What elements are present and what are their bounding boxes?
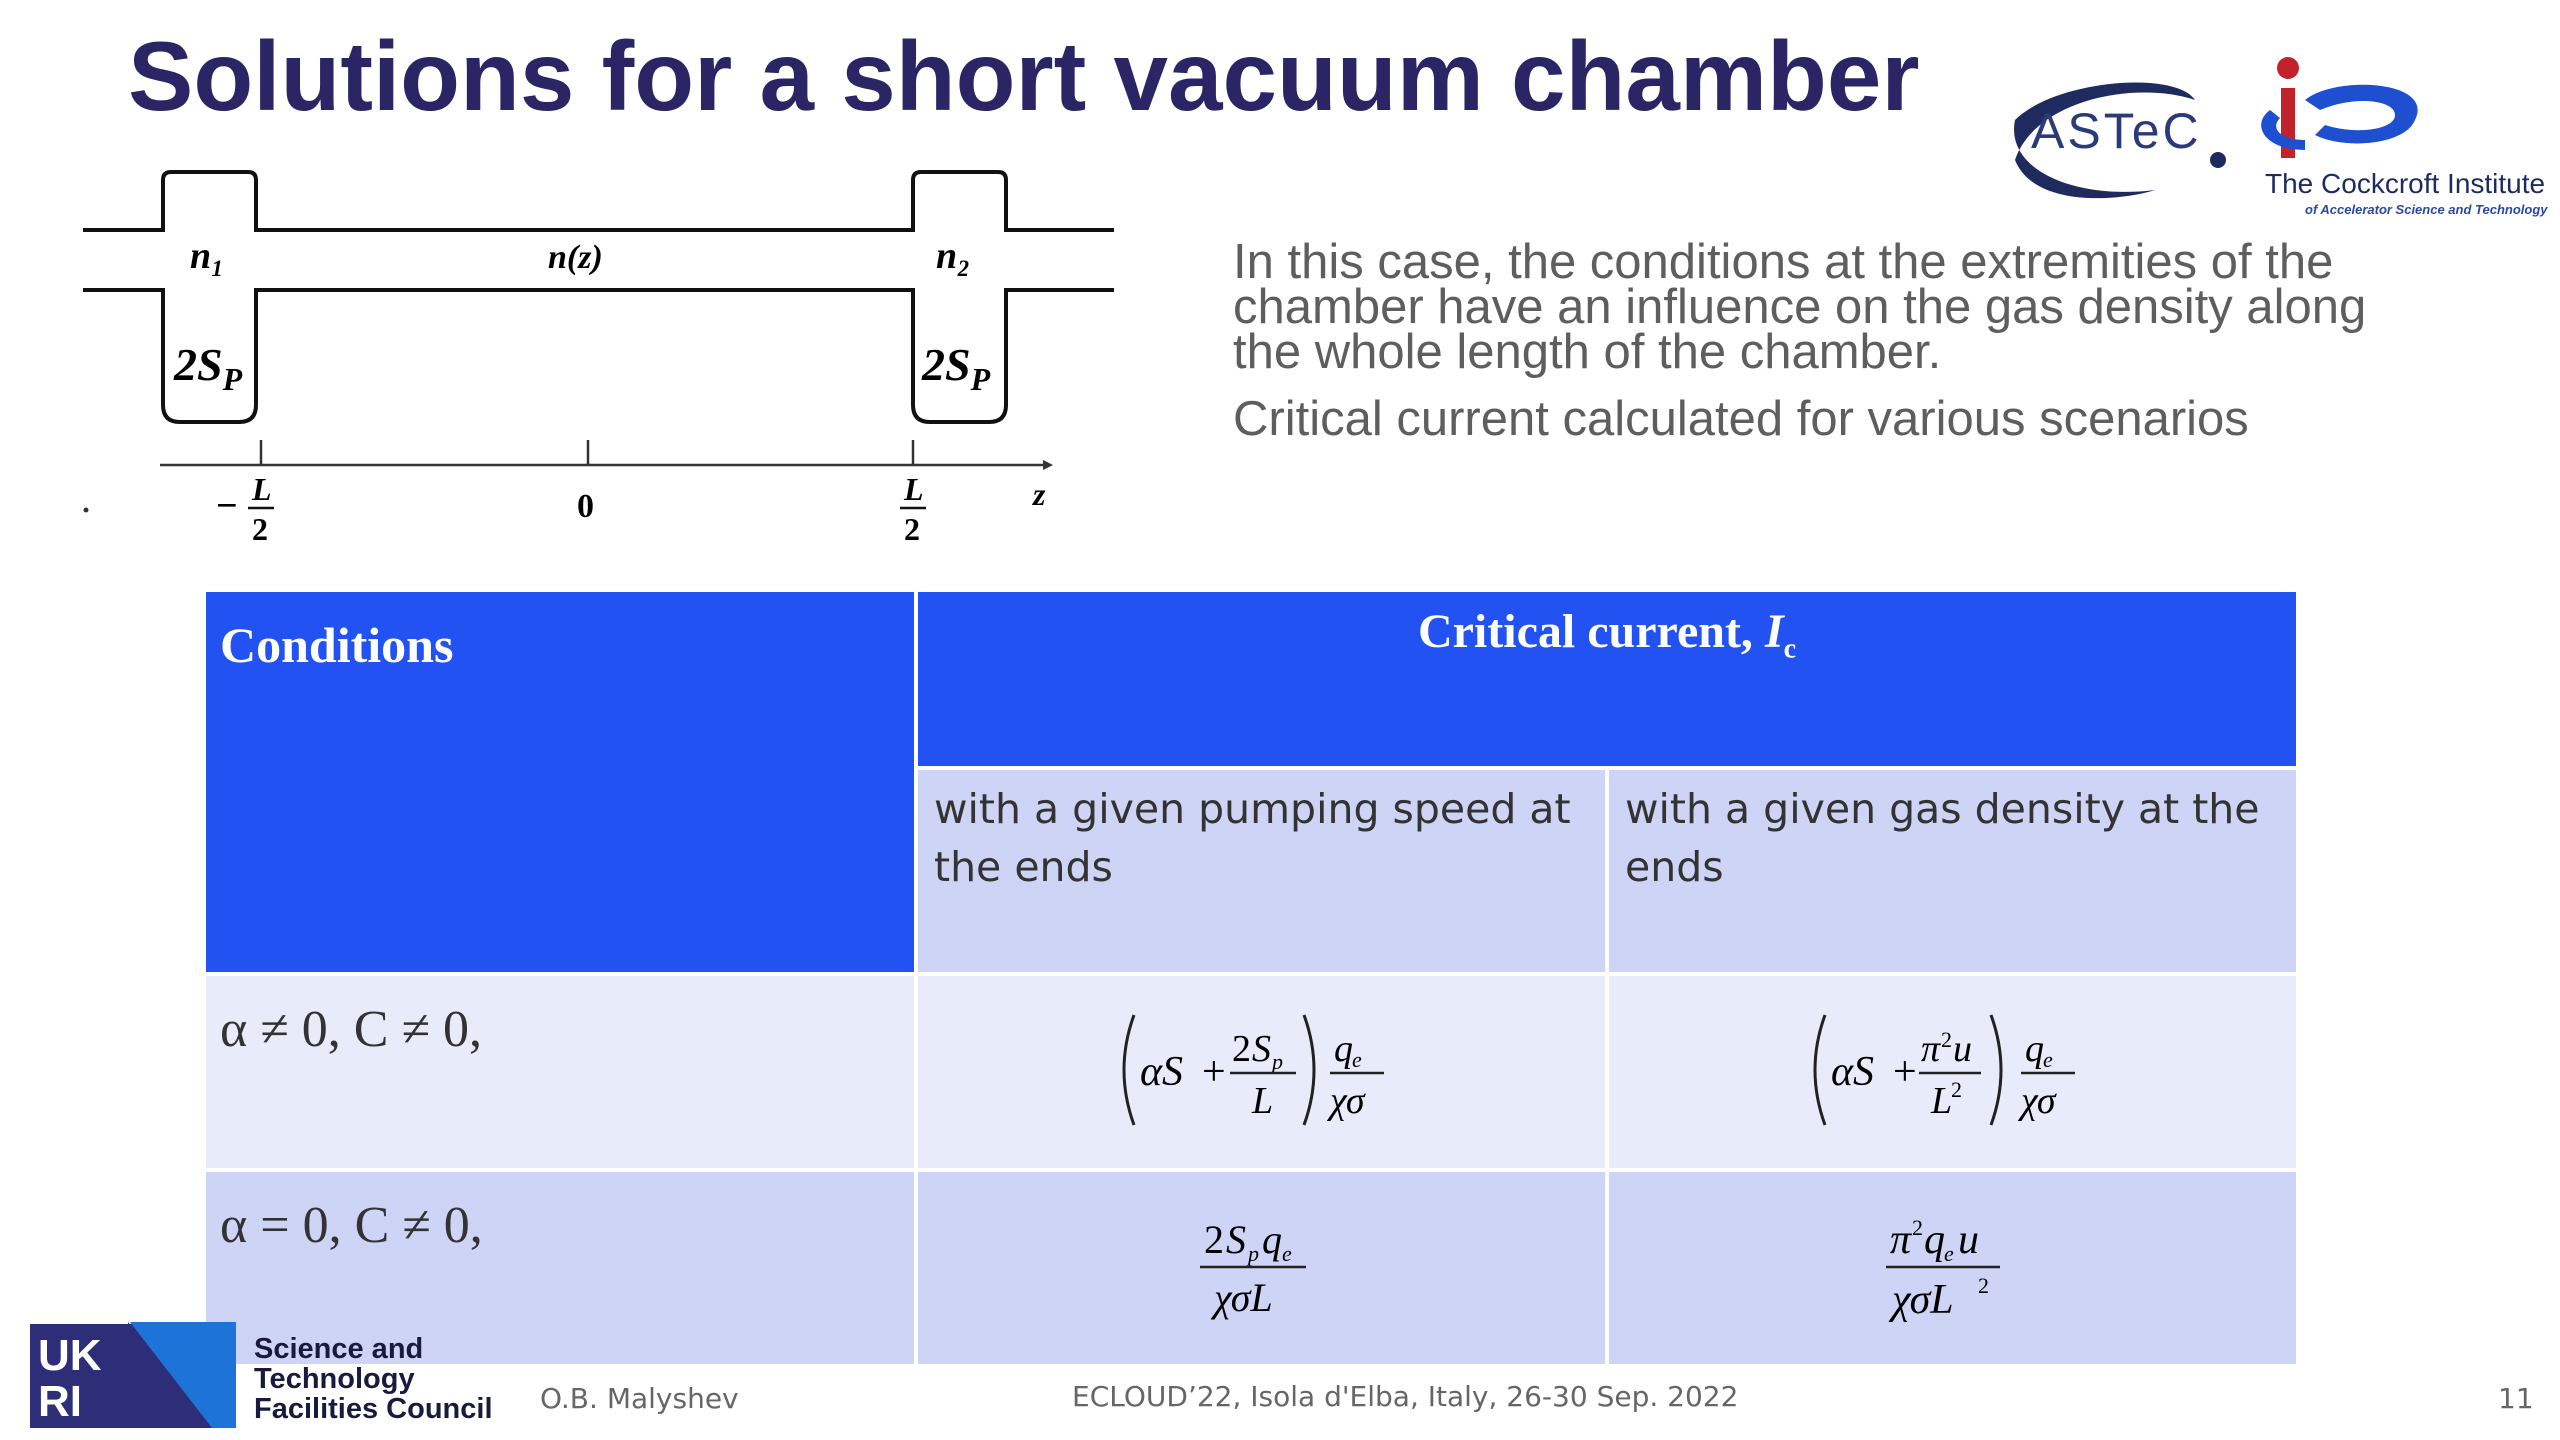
svg-text:2: 2: [1977, 1272, 1989, 1298]
header-conditions: Conditions: [204, 590, 916, 974]
tick-right-num: L: [904, 471, 924, 507]
svg-text:RI: RI: [38, 1377, 82, 1426]
axis-z-label: z: [1033, 476, 1046, 512]
critical-current-table: [202, 588, 2300, 1368]
svg-text:2: 2: [1940, 1026, 1952, 1052]
tick-zero: 0: [577, 488, 594, 525]
formula-cell-pumping-2: [916, 1170, 1607, 1366]
stray-dot: [84, 508, 89, 513]
svg-text:αS: αS: [1139, 1048, 1183, 1095]
svg-text:αS: αS: [1830, 1048, 1874, 1095]
svg-text:UK: UK: [38, 1331, 102, 1380]
svg-text:π: π: [1920, 1027, 1940, 1070]
footer-event: ECLOUD’22, Isola d'Elba, Italy, 26-30 Sep. 2022: [1072, 1380, 1739, 1413]
n2-label: n₂: [936, 235, 971, 277]
svg-text:+: +: [1892, 1048, 1917, 1095]
subheader-gas-density: with a given gas density at the ends: [1607, 768, 2298, 974]
condition-cell: α = 0, C ≠ 0,: [204, 1170, 916, 1366]
svg-text:χσ: χσ: [1329, 1079, 1365, 1122]
svg-text:2: 2: [1203, 1216, 1224, 1262]
cockcroft-logo-icon: [2255, 50, 2455, 170]
svg-text:e: e: [1943, 1240, 1954, 1266]
pump-left-label: $2S_P$: [174, 339, 243, 397]
svg-text:e: e: [1351, 1046, 1362, 1072]
formula-alpha-s-pi2u: [1803, 1005, 2103, 1135]
z-axis: [160, 440, 1043, 465]
svg-text:χσL: χσL: [1213, 1274, 1273, 1320]
axis-arrow-icon: [1043, 460, 1053, 470]
condition-cell: α ≠ 0, C ≠ 0,: [204, 974, 916, 1170]
footer-author: O.B. Malyshev: [540, 1382, 739, 1415]
footer-organisation: Science and Technology Facilities Council: [254, 1333, 493, 1425]
svg-text:u: u: [1952, 1027, 1972, 1070]
nz-label: n(z): [548, 239, 603, 276]
astec-logo-text: ASTeC: [2031, 103, 2202, 159]
svg-text:q: q: [2024, 1027, 2044, 1070]
svg-text:p: p: [1247, 1240, 1259, 1266]
svg-text:q: q: [1261, 1216, 1282, 1262]
tick-left-den: 2: [252, 511, 268, 547]
svg-text:2: 2: [1231, 1027, 1251, 1070]
svg-text:L: L: [1930, 1079, 1952, 1122]
tick-minus-sign: −: [216, 485, 238, 527]
svg-text:π: π: [1889, 1216, 1911, 1263]
svg-text:u: u: [1957, 1216, 1979, 1263]
formula-pi2-qe-u: [1878, 1201, 2028, 1331]
formula-cell-density-2: [1607, 1170, 2298, 1366]
svg-text:L: L: [1251, 1079, 1273, 1122]
pump-right-label: $2S_P$: [922, 339, 991, 397]
description-paragraph-2: Critical current calculated for various scenarios: [1233, 392, 2249, 446]
svg-text:q: q: [1333, 1027, 1353, 1070]
svg-text:S: S: [1225, 1216, 1246, 1262]
partner-logos: [1975, 50, 2550, 230]
formula-cell-pumping-1: [916, 974, 1607, 1170]
svg-text:χσ: χσ: [2020, 1079, 2056, 1122]
svg-text:q: q: [1923, 1216, 1945, 1263]
ukri-logo-icon: [30, 1322, 240, 1430]
svg-text:2: 2: [1911, 1214, 1923, 1240]
cockcroft-logo-subtext: of Accelerator Science and Technology: [2305, 202, 2548, 217]
description: [1233, 235, 2433, 446]
header-critical-current: Critical current, $I_c$: [916, 590, 2298, 768]
svg-text:p: p: [1271, 1048, 1283, 1074]
formula-2sp-qe: [1192, 1201, 1332, 1331]
tick-left-num: L: [252, 471, 272, 507]
tick-right-den: 2: [904, 511, 920, 547]
table-row: [204, 974, 2298, 1170]
svg-text:S: S: [1251, 1027, 1271, 1070]
description-paragraph-1: In this case, the conditions at the extremities of the chamber have an influence on the gas density along the whole length of the chamber.: [1233, 235, 2367, 379]
svg-text:e: e: [1281, 1240, 1292, 1266]
svg-text:2: 2: [1950, 1076, 1962, 1102]
page-number: 11: [2498, 1382, 2534, 1415]
cockcroft-logo-text: The Cockcroft Institute: [2265, 168, 2546, 199]
formula-alpha-s-2sp: [1112, 1005, 1412, 1135]
slide-title: Solutions for a short vacuum chamber: [128, 21, 1920, 131]
svg-text:χσL: χσL: [1891, 1276, 1954, 1323]
svg-text:e: e: [2042, 1046, 2053, 1072]
svg-text:+: +: [1201, 1048, 1226, 1095]
n1-label: n₁: [190, 235, 225, 277]
subheader-pumping-speed: with a given pumping speed at the ends: [916, 768, 1607, 974]
formula-cell-density-1: [1607, 974, 2298, 1170]
table-row: [204, 1170, 2298, 1366]
vacuum-chamber-diagram: [78, 160, 1128, 560]
